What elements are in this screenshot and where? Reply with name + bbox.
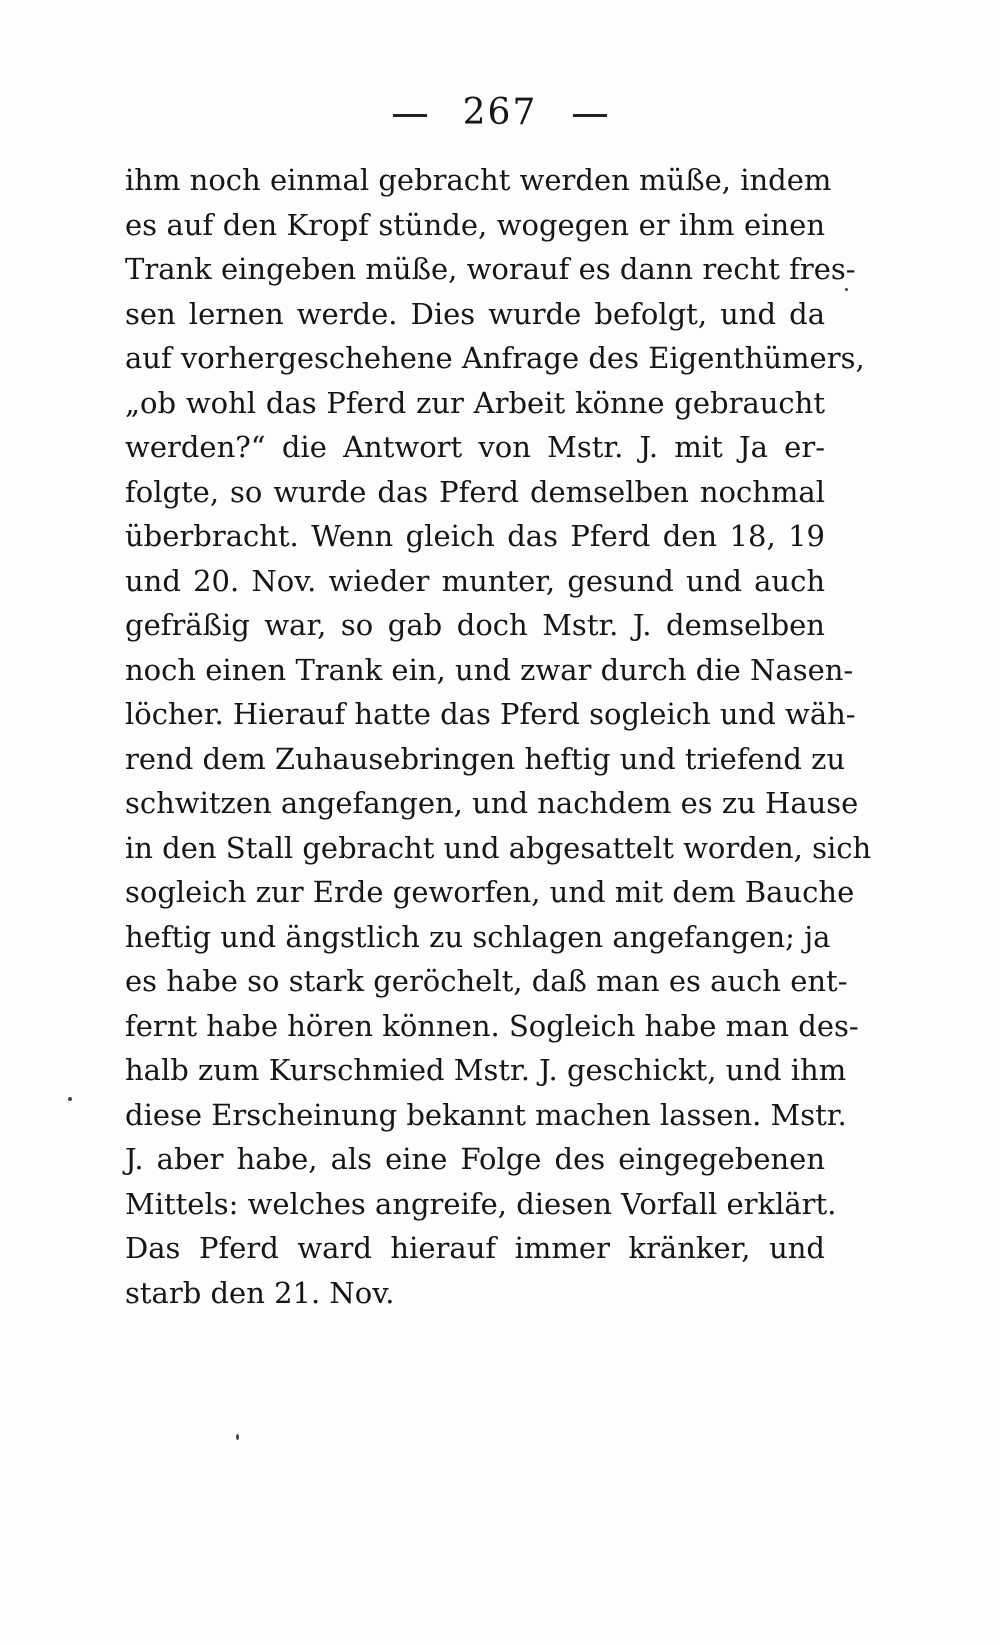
text-line: in den Stall gebracht und abgesattelt worden, sich: [125, 830, 872, 865]
body-text: [125, 158, 872, 1315]
text-line: Trank eingeben müße, worauf es dann recht fres-: [125, 252, 856, 286]
text-line: „ob wohl das Pferd zur Arbeit könne gebraucht: [125, 385, 825, 420]
text-line: noch einen Trank ein, und zwar durch die Nasen-: [125, 652, 854, 687]
text-line: sogleich zur Erde geworfen, und mit dem Bauche: [125, 875, 855, 909]
text-line: heftig und ängstlich zu schlagen angefangen; ja: [125, 919, 831, 954]
text-line: folgte, so wurde das Pferd demselben nochmal: [125, 474, 825, 509]
text-line: auf vorhergeschehene Anfrage des Eigenthümers,: [125, 341, 865, 375]
text-line: werden?“ die Antwort von Mstr. J. mit Ja er-: [125, 430, 825, 464]
text-line: löcher. Hierauf hatte das Pferd sogleich und wäh-: [125, 697, 856, 731]
text-line: schwitzen angefangen, und nachdem es zu Hause: [125, 786, 859, 820]
text-line: fernt habe hören können. Sogleich habe man des-: [125, 1008, 859, 1043]
text-line: Das Pferd ward hierauf immer kränker, und: [125, 1231, 825, 1265]
text-line: starb den 21. Nov.: [125, 1275, 395, 1310]
header-dash-right: [573, 114, 607, 117]
page-number: 267: [462, 92, 538, 133]
page-header: [0, 92, 1000, 133]
text-line: sen lernen werde. Dies wurde befolgt, und da: [125, 296, 825, 331]
text-line: gefräßig war, so gab doch Mstr. J. demselben: [125, 608, 825, 642]
text-line: es auf den Kropf stünde, wogegen er ihm einen: [125, 207, 825, 242]
print-speck: [236, 1434, 239, 1440]
text-line: und 20. Nov. wieder munter, gesund und auch: [125, 563, 825, 598]
text-line: überbracht. Wenn gleich das Pferd den 18, 19: [125, 519, 825, 553]
text-line: diese Erscheinung bekannt machen lassen. Mstr.: [125, 1097, 847, 1132]
text-line: J. aber habe, als eine Folge des eingegebenen: [125, 1142, 825, 1176]
text-line: Mittels: welches angreife, diesen Vorfall erklärt.: [125, 1186, 837, 1221]
header-dash-left: [393, 114, 427, 117]
text-line: halb zum Kurschmied Mstr. J. geschickt, und ihm: [125, 1053, 847, 1087]
print-speck: [68, 1097, 72, 1101]
text-line: es habe so stark geröchelt, daß man es auch ent-: [125, 964, 848, 998]
text-line: rend dem Zuhausebringen heftig und triefend zu: [125, 741, 846, 776]
text-line: ihm noch einmal gebracht werden müße, indem: [125, 163, 832, 197]
print-speck: [845, 288, 848, 291]
